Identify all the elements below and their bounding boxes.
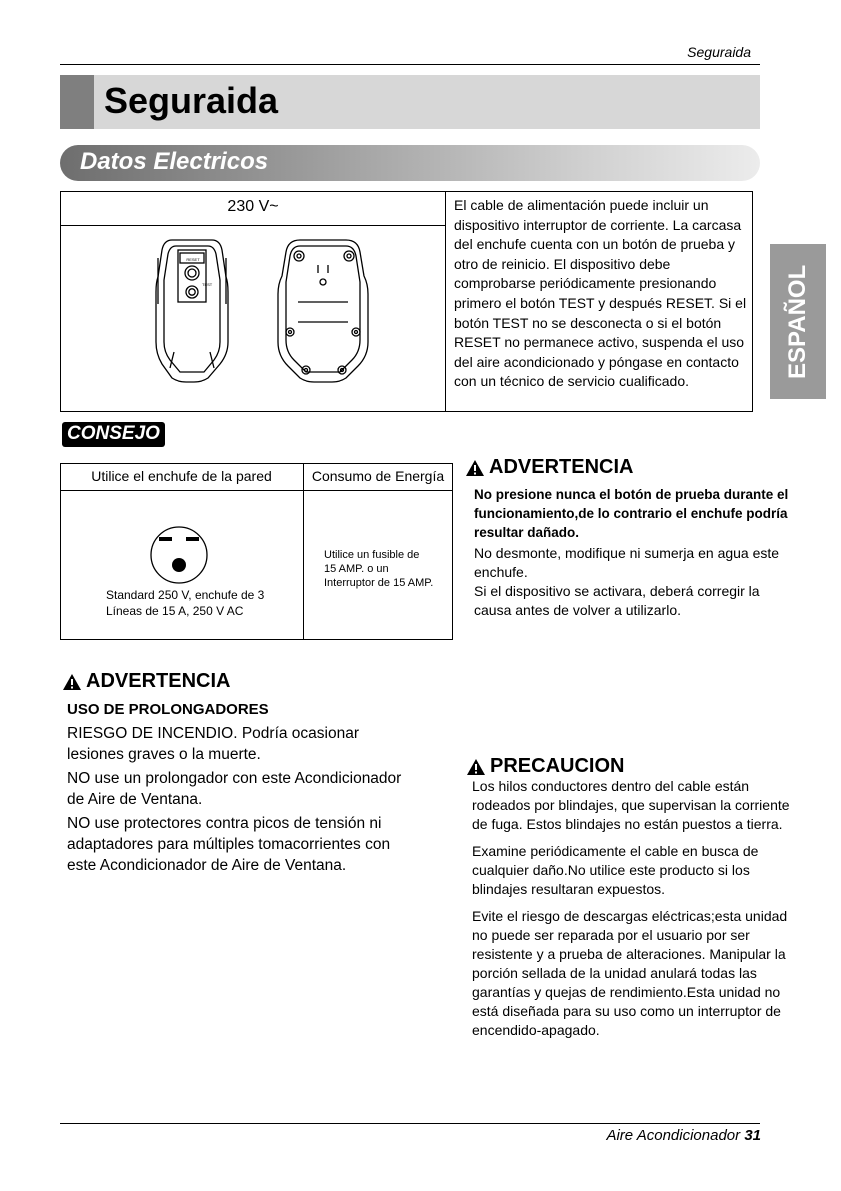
warning-paragraph: NO use un prolongador con este Acondicionador de Aire de Ventana. — [67, 770, 402, 808]
outlet-note-line: Líneas de 15 A, 250 V AC — [106, 604, 244, 618]
plug-test-label: TEST — [202, 282, 213, 287]
power-note — [324, 548, 433, 590]
wall-outlet-icon — [149, 525, 209, 585]
plug-reset-label: RESET — [186, 257, 200, 262]
box-divider — [60, 225, 446, 226]
warning-paragraph: No desmonte, modifique ni sumerja en agua este enchufe. — [474, 545, 780, 580]
warning-bold-text: No presione nunca el botón de prueba durante el funcionamiento,de lo contrario el enchufe podría resultar dañado. — [474, 487, 789, 540]
caution-heading-text: PRECAUCION — [490, 755, 625, 777]
voltage-label: 230 V~ — [227, 198, 279, 215]
outlet-note — [106, 587, 264, 619]
power-note-line: Interruptor de 15 AMP. — [324, 577, 434, 589]
warning-text — [67, 723, 417, 876]
section-subtitle: Datos Electricos — [80, 148, 269, 175]
caution-heading — [466, 755, 624, 778]
caution-paragraph: Examine periódicamente el cable en busca de cualquier daño.No utilice este producto si los blindajes resultaran expuestos. — [472, 843, 759, 897]
header-rule — [60, 64, 760, 65]
warning-paragraph: NO use protectores contra picos de tensión ni adaptadores para múltiples tomacorrientes con este Acondicionador de Aire de Ventana. — [67, 815, 391, 874]
power-note-line: Utilice un fusible de — [324, 549, 420, 561]
outlet-note-line: Standard 250 V, enchufe de 3 — [106, 588, 265, 602]
language-tab-label: ESPAÑOL — [784, 264, 811, 379]
caution-paragraph: Evite el riesgo de descargas eléctricas;esta unidad no puede ser reparada por el usuario por ser resistente y a prueba de alteraciones. Manipular la porción sellada de la unidad anulará todas las garantías y quejas de rendimiento.Esta unidad no está diseñada para su uso como un interruptor de encendido-apagado. — [472, 908, 788, 1038]
plug-illustration — [150, 232, 380, 388]
warning-heading-text: ADVERTENCIA — [86, 670, 231, 692]
plug-description: El cable de alimentación puede incluir un dispositivo interruptor de corriente. La carcasa del enchufe cuenta con un botón de prueba y otro de reinicio. El dispositivo debe comprobarse periódicamente presionando primero el botón TEST y después RESET. Si el botón TEST no se desconecta o si el botón RESET no permanece activo, suspenda el uso del aire acondicionado y póngase en contacto con un técnico de servicio cualificado. — [454, 197, 747, 390]
warning-text — [474, 544, 784, 620]
warning-heading-text: ADVERTENCIA — [489, 456, 634, 478]
title-accent-block — [60, 75, 94, 129]
warning-triangle-icon — [62, 673, 82, 691]
warning-triangle-icon — [466, 758, 486, 776]
warning-heading — [465, 456, 633, 479]
warning-subheading: USO DE PROLONGADORES — [67, 701, 269, 718]
table-divider — [60, 490, 453, 491]
header-section-label: Seguraida — [687, 44, 751, 60]
footer-product: Aire Acondicionador — [606, 1127, 741, 1144]
footer-rule — [60, 1123, 760, 1124]
warning-paragraph: Si el dispositivo se activara, deberá corregir la causa antes de volver a utilizarlo. — [474, 583, 760, 618]
warning-paragraph: RIESGO DE INCENDIO. Podría ocasionar lesiones graves o la muerte. — [67, 725, 360, 763]
caution-text — [472, 777, 792, 1048]
warning-heading — [62, 670, 230, 693]
footer — [606, 1127, 761, 1144]
page-title: Seguraida — [104, 80, 279, 121]
power-note-line: 15 AMP. o un — [324, 563, 389, 575]
caution-paragraph: Los hilos conductores dentro del cable están rodeados por blindajes, que supervisan la corriente de fuga. Estos blindajes no están puestos a tierra. — [472, 778, 790, 832]
consejo-badge: CONSEJO — [62, 422, 165, 447]
plug-back-icon — [278, 240, 368, 382]
page-number: 31 — [744, 1127, 761, 1144]
warning-triangle-icon — [465, 459, 485, 477]
column-header-power: Consumo de Energía — [311, 468, 445, 484]
column-header-wall-outlet: Utilice el enchufe de la pared — [91, 468, 272, 484]
